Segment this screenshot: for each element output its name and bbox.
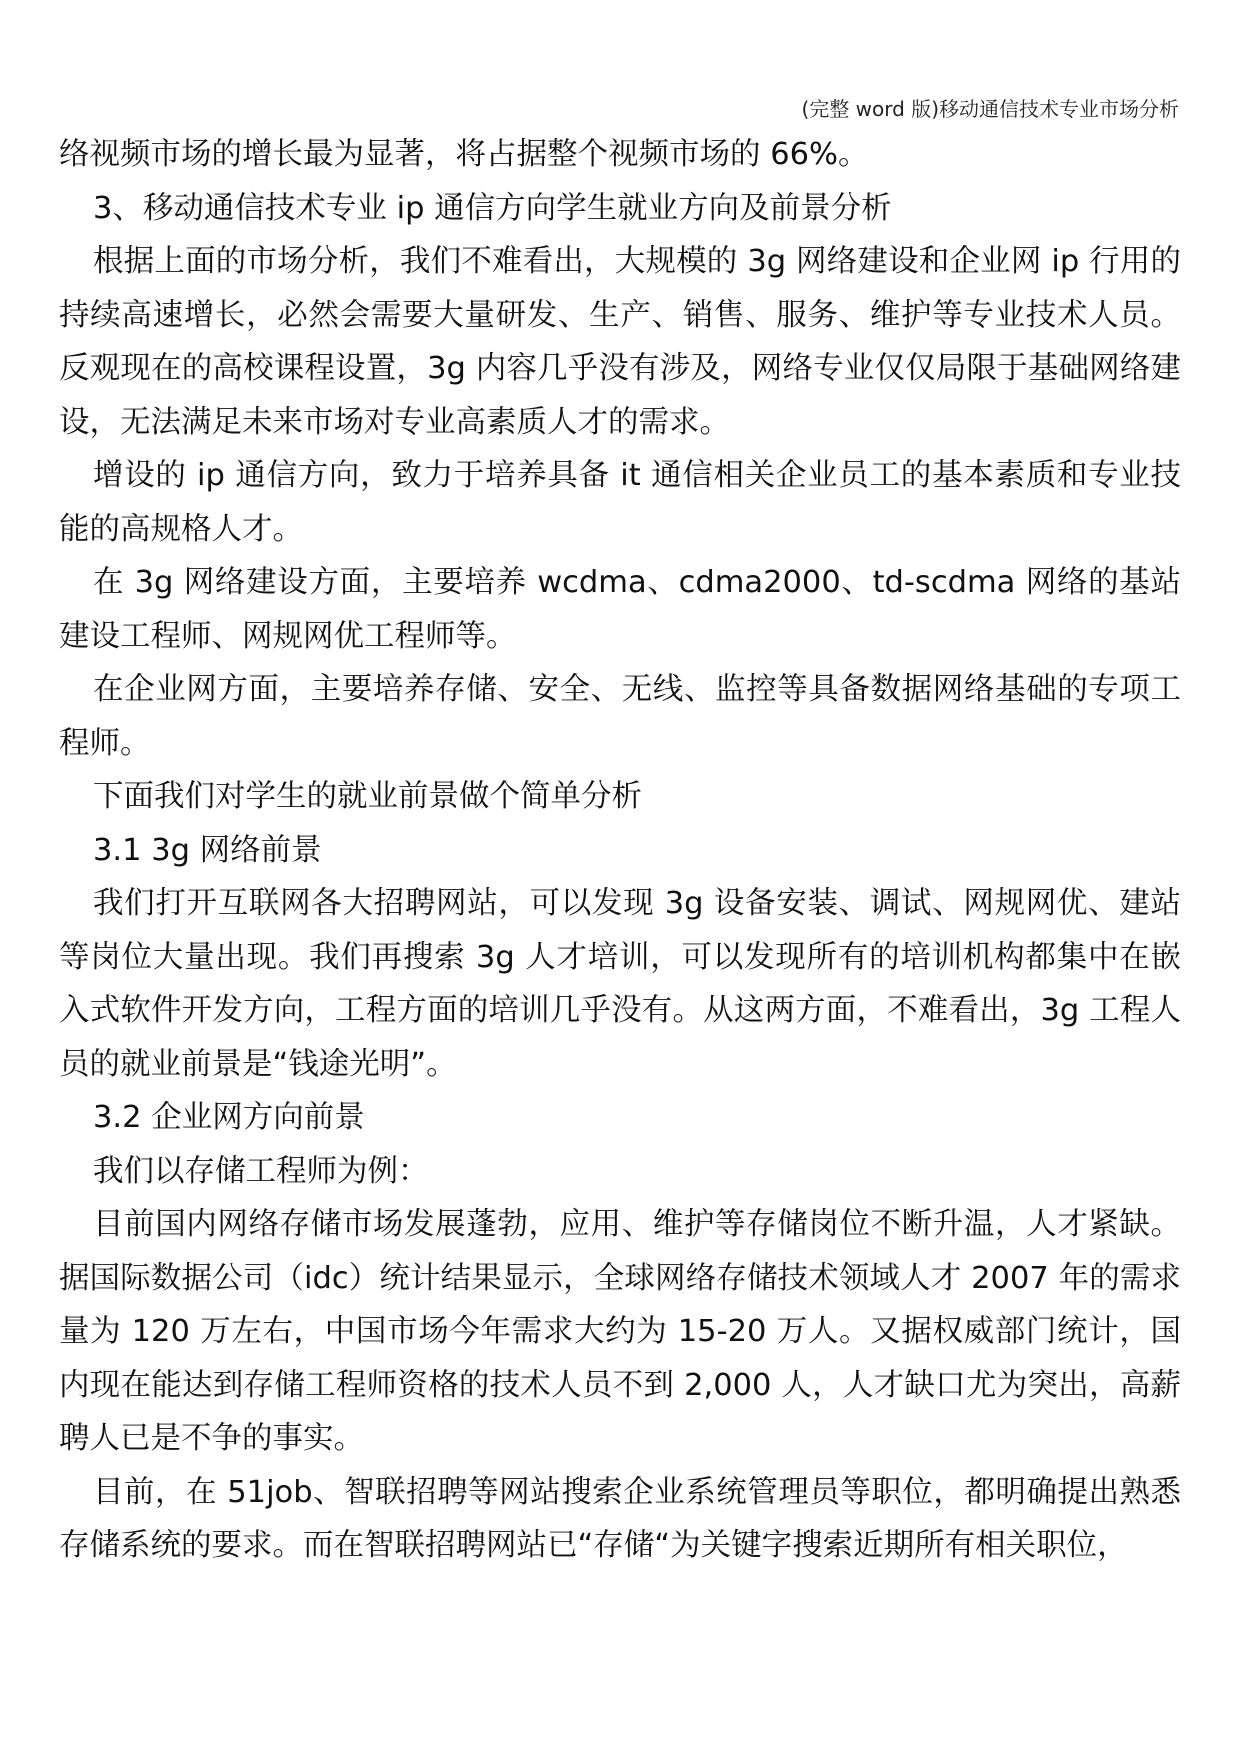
paragraph-continuation: 络视频市场的增长最为显著，将占据整个视频市场的 66%。 xyxy=(59,137,869,172)
section-heading-3-1: 3.1 3g 网络前景 xyxy=(93,832,322,868)
paragraph: 目前，在 51job、智联招聘等网站搜索企业系统管理员等职位，都明确提出熟悉存储系统的要求。而在智联招聘网站已“存储“为关键字搜索近期所有相关职位， xyxy=(59,1474,1181,1563)
section-heading-3: 3、移动通信技术专业 ip 通信方向学生就业方向及前景分析 xyxy=(93,190,892,226)
paragraph: 目前国内网络存储市场发展蓬勃，应用、维护等存储岗位不断升温，人才紧缺。据国际数据公司（idc）统计结果显示，全球网络存储技术领域人才 2007 年的需求量为 120 万左右，中国市场今年需求大约为 15-20 万人。又据权威部门统计，国内现在能达到存储工程师资格的技术人员不到 2,000 人，人才缺口尤为突出，高薪聘人已是不争的事实。 xyxy=(59,1207,1181,1456)
paragraph: 在 3g 网络建设方面，主要培养 wcdma、cdma2000、td-scdma 网络的基站建设工程师、网规网优工程师等。 xyxy=(59,565,1181,654)
paragraph: 根据上面的市场分析，我们不难看出，大规模的 3g 网络建设和企业网 ip 行用的持续高速增长，必然会需要大量研发、生产、销售、服务、维护等专业技术人员。反观现在的高校课程设置，3g 内容几乎没有涉及，网络专业仅仅局限于基础网络建设，无法满足未来市场对专业高素质人才的需求。 xyxy=(59,244,1181,440)
section-heading-3-2: 3.2 企业网方向前景 xyxy=(93,1100,365,1135)
paragraph: 在企业网方面，主要培养存储、安全、无线、监控等具备数据网络基础的专项工程师。 xyxy=(59,672,1181,761)
document-body xyxy=(59,128,1181,1573)
running-header: (完整 word 版)移动通信技术专业市场分析 xyxy=(801,97,1179,121)
paragraph: 我们打开互联网各大招聘网站，可以发现 3g 设备安装、调试、网规网优、建站等岗位大量出现。我们再搜索 3g 人才培训，可以发现所有的培训机构都集中在嵌入式软件开发方向，工程方面的培训几乎没有。从这两方面，不难看出，3g 工程人员的就业前景是“钱途光明”。 xyxy=(59,886,1181,1082)
paragraph: 我们以存储工程师为例： xyxy=(93,1153,429,1189)
paragraph: 增设的 ip 通信方向，致力于培养具备 it 通信相关企业员工的基本素质和专业技能的高规格人才。 xyxy=(59,458,1181,547)
paragraph: 下面我们对学生的就业前景做个简单分析 xyxy=(93,779,642,814)
